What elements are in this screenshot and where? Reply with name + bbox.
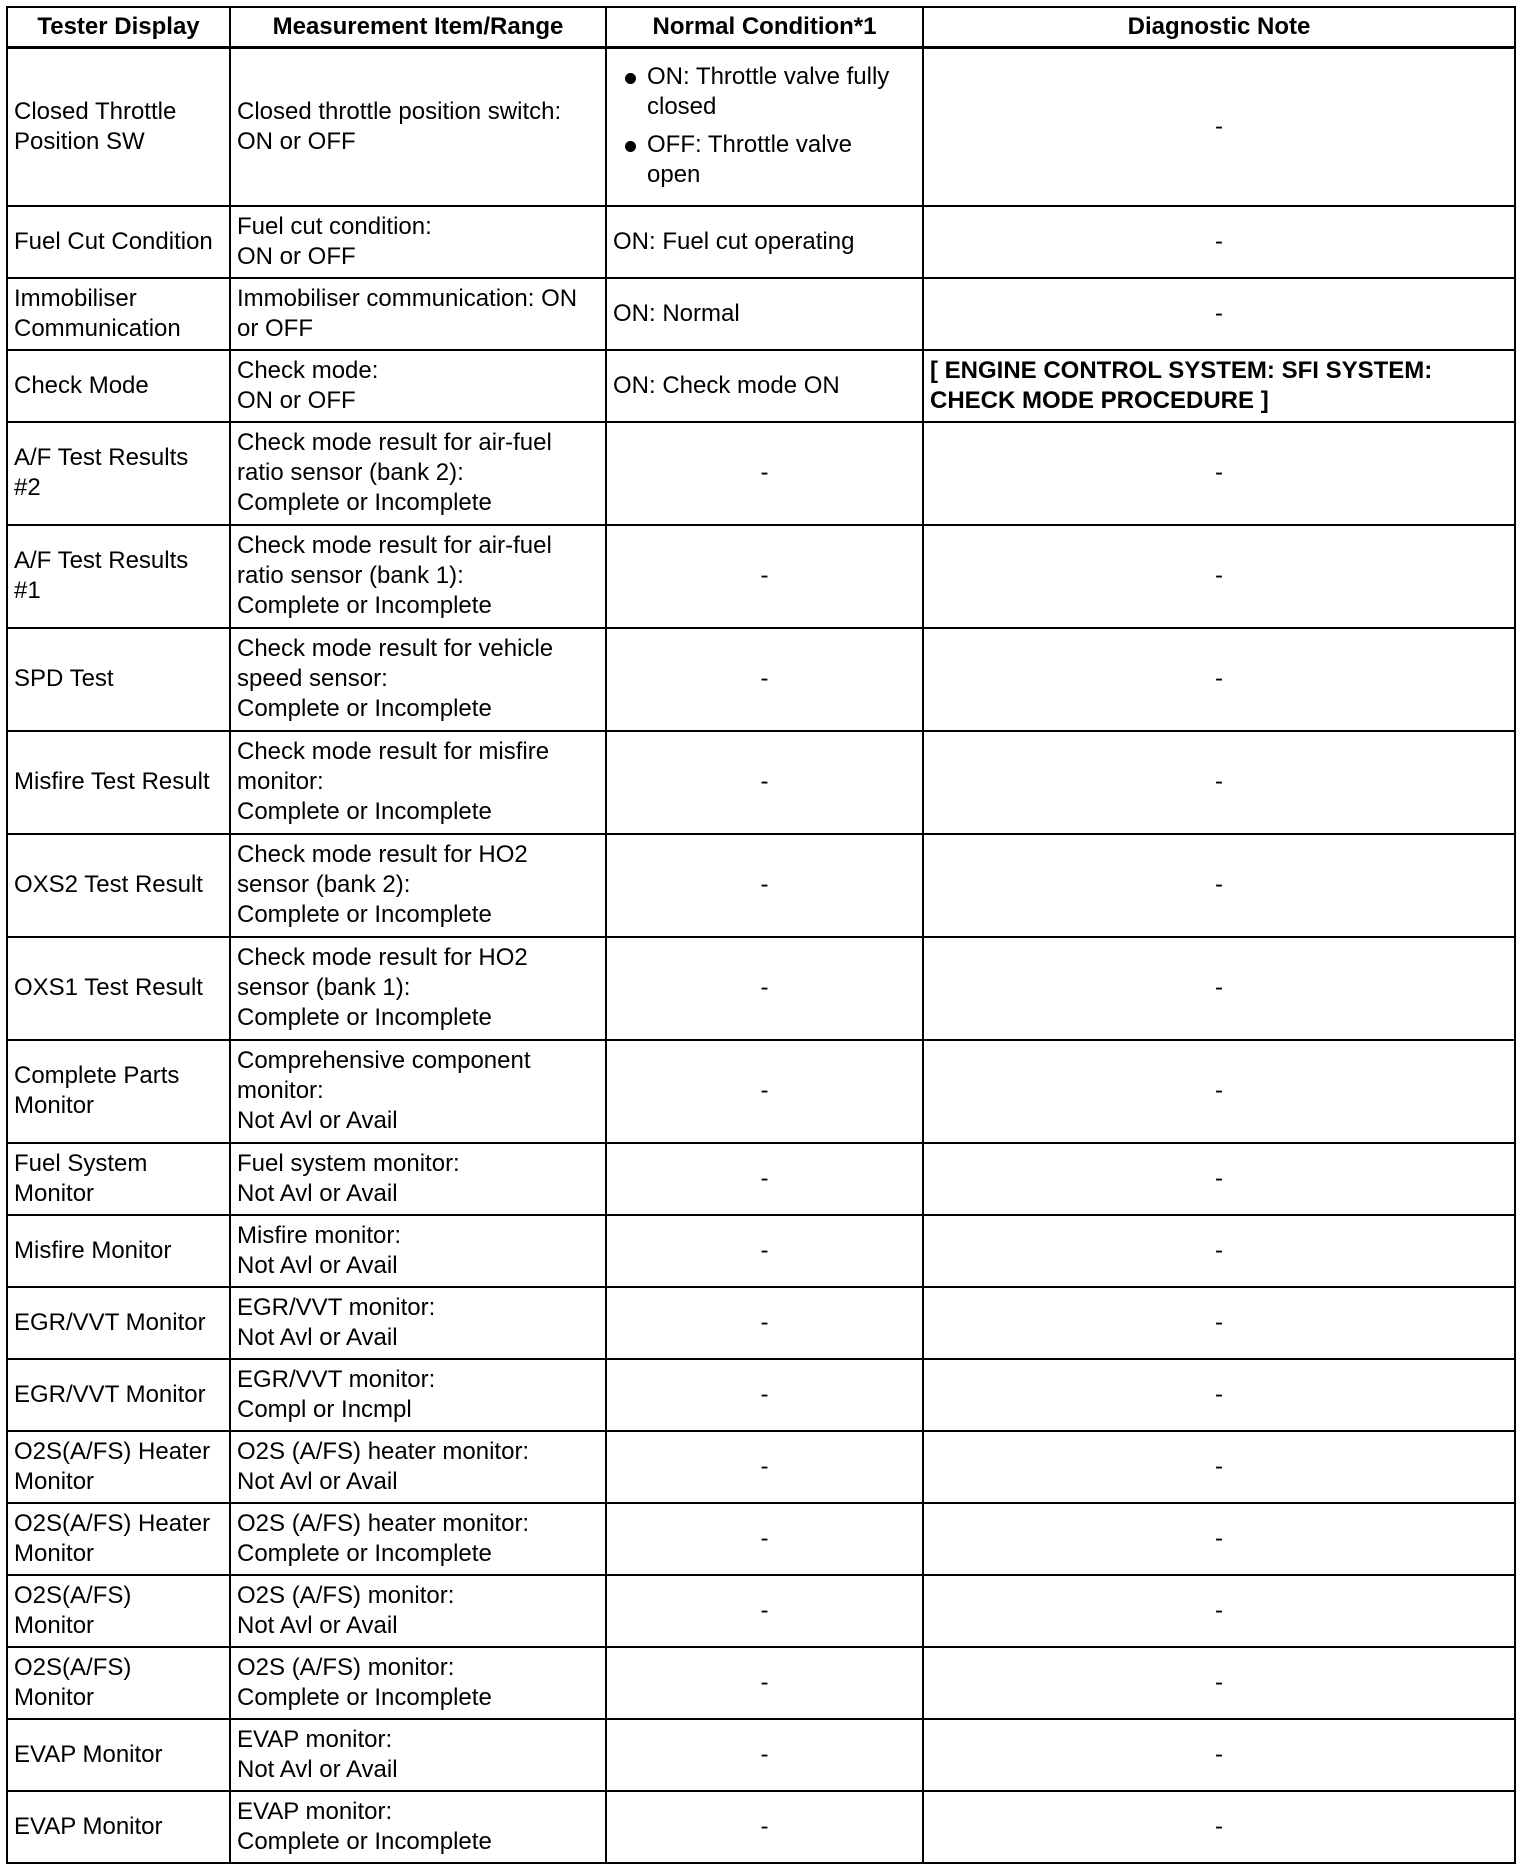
table-row: [7, 834, 1515, 937]
diagnostic-note-cell: -: [923, 206, 1515, 278]
diagnostic-note-cell: -: [923, 1575, 1515, 1647]
measurement-cell: Check mode result for HO2 sensor (bank 2): Complete or Incomplete: [230, 834, 606, 937]
measurement-cell: Check mode result for misfire monitor: Complete or Incomplete: [230, 731, 606, 834]
data-list-table-container: [6, 6, 1516, 1864]
table-header-row: [7, 7, 1515, 48]
normal-condition-cell: ON: Check mode ON: [606, 350, 923, 422]
normal-condition-cell: -: [606, 1575, 923, 1647]
measurement-cell: EVAP monitor: Complete or Incomplete: [230, 1791, 606, 1863]
header-normal-condition: Normal Condition*1: [606, 7, 923, 48]
measurement-cell: EGR/VVT monitor: Not Avl or Avail: [230, 1287, 606, 1359]
normal-condition-cell: -: [606, 1143, 923, 1215]
header-measurement-item: Measurement Item/Range: [230, 7, 606, 48]
normal-condition-cell: -: [606, 1040, 923, 1143]
table-row: [7, 1719, 1515, 1791]
normal-condition-cell: -: [606, 422, 923, 525]
normal-condition-cell: -: [606, 731, 923, 834]
diagnostic-note-cell: -: [923, 1719, 1515, 1791]
measurement-cell: Check mode result for vehicle speed sensor: Complete or Incomplete: [230, 628, 606, 731]
measurement-cell: O2S (A/FS) heater monitor: Complete or Incomplete: [230, 1503, 606, 1575]
measurement-cell: O2S (A/FS) monitor: Complete or Incomplete: [230, 1647, 606, 1719]
normal-condition-cell: -: [606, 1287, 923, 1359]
diagnostic-note-cell: -: [923, 628, 1515, 731]
tester-display-cell: A/F Test Results #2: [7, 422, 230, 525]
table-row: [7, 1575, 1515, 1647]
table-row: [7, 206, 1515, 278]
diagnostic-note-cell: -: [923, 1287, 1515, 1359]
diagnostic-note-cell: -: [923, 1431, 1515, 1503]
table-row: [7, 1503, 1515, 1575]
table-row: [7, 48, 1515, 206]
tester-display-cell: A/F Test Results #1: [7, 525, 230, 628]
normal-condition-cell: -: [606, 525, 923, 628]
diagnostic-note-link[interactable]: [ ENGINE CONTROL SYSTEM: SFI SYSTEM: CHECK MODE PROCEDURE ]: [923, 350, 1515, 422]
normal-condition-cell: -: [606, 1647, 923, 1719]
tester-display-cell: Misfire Test Result: [7, 731, 230, 834]
measurement-cell: Immobiliser communication: ON or OFF: [230, 278, 606, 350]
bullet-item: ON: Throttle valve fully closed: [613, 62, 916, 122]
diagnostic-note-cell: -: [923, 422, 1515, 525]
tester-display-cell: O2S(A/FS) Monitor: [7, 1575, 230, 1647]
diagnostic-note-cell: -: [923, 937, 1515, 1040]
normal-condition-cell: -: [606, 1791, 923, 1863]
table-row: [7, 1287, 1515, 1359]
tester-display-cell: Complete Parts Monitor: [7, 1040, 230, 1143]
diagnostic-note-cell: -: [923, 1359, 1515, 1431]
table-row: [7, 1040, 1515, 1143]
normal-condition-cell: -: [606, 1719, 923, 1791]
measurement-cell: O2S (A/FS) monitor: Not Avl or Avail: [230, 1575, 606, 1647]
measurement-cell: Check mode result for air-fuel ratio sensor (bank 2): Complete or Incomplete: [230, 422, 606, 525]
normal-condition-cell: -: [606, 1503, 923, 1575]
tester-display-cell: Immobiliser Communication: [7, 278, 230, 350]
table-row: [7, 1359, 1515, 1431]
table-row: [7, 1215, 1515, 1287]
tester-display-cell: EGR/VVT Monitor: [7, 1287, 230, 1359]
tester-display-cell: EVAP Monitor: [7, 1719, 230, 1791]
diagnostic-note-cell: -: [923, 1040, 1515, 1143]
tester-display-cell: EVAP Monitor: [7, 1791, 230, 1863]
tester-display-cell: O2S(A/FS) Monitor: [7, 1647, 230, 1719]
measurement-cell: Check mode: ON or OFF: [230, 350, 606, 422]
tester-display-cell: Fuel Cut Condition: [7, 206, 230, 278]
table-row: [7, 350, 1515, 422]
table-row: [7, 422, 1515, 525]
tester-display-cell: Fuel System Monitor: [7, 1143, 230, 1215]
normal-condition-cell: ON: Fuel cut operating: [606, 206, 923, 278]
tester-display-cell: EGR/VVT Monitor: [7, 1359, 230, 1431]
measurement-cell: Fuel system monitor: Not Avl or Avail: [230, 1143, 606, 1215]
table-row: [7, 731, 1515, 834]
normal-condition-bullet-list: [613, 62, 916, 190]
measurement-cell: EVAP monitor: Not Avl or Avail: [230, 1719, 606, 1791]
diagnostic-note-cell: -: [923, 1791, 1515, 1863]
header-diagnostic-note: Diagnostic Note: [923, 7, 1515, 48]
measurement-cell: Misfire monitor: Not Avl or Avail: [230, 1215, 606, 1287]
tester-display-cell: Check Mode: [7, 350, 230, 422]
bullet-item: OFF: Throttle valve open: [613, 130, 916, 190]
normal-condition-cell: -: [606, 1215, 923, 1287]
normal-condition-cell: -: [606, 834, 923, 937]
diagnostic-note-cell: -: [923, 1143, 1515, 1215]
table-row: [7, 1431, 1515, 1503]
normal-condition-cell: -: [606, 1431, 923, 1503]
diagnostic-note-cell: -: [923, 1647, 1515, 1719]
tester-display-cell: OXS1 Test Result: [7, 937, 230, 1040]
table-row: [7, 278, 1515, 350]
table-row: [7, 1143, 1515, 1215]
measurement-cell: Check mode result for air-fuel ratio sensor (bank 1): Complete or Incomplete: [230, 525, 606, 628]
data-list-table: [6, 6, 1516, 1864]
normal-condition-cell: -: [606, 1359, 923, 1431]
diagnostic-note-cell: -: [923, 834, 1515, 937]
measurement-cell: Comprehensive component monitor: Not Avl or Avail: [230, 1040, 606, 1143]
measurement-cell: EGR/VVT monitor: Compl or Incmpl: [230, 1359, 606, 1431]
diagnostic-note-cell: -: [923, 48, 1515, 206]
diagnostic-note-cell: -: [923, 278, 1515, 350]
diagnostic-note-cell: -: [923, 731, 1515, 834]
tester-display-cell: O2S(A/FS) Heater Monitor: [7, 1431, 230, 1503]
tester-display-cell: SPD Test: [7, 628, 230, 731]
tester-display-cell: Closed Throttle Position SW: [7, 48, 230, 206]
tester-display-cell: O2S(A/FS) Heater Monitor: [7, 1503, 230, 1575]
table-row: [7, 525, 1515, 628]
diagnostic-note-cell: -: [923, 1215, 1515, 1287]
tester-display-cell: Misfire Monitor: [7, 1215, 230, 1287]
normal-condition-cell: [606, 48, 923, 206]
measurement-cell: Fuel cut condition: ON or OFF: [230, 206, 606, 278]
normal-condition-cell: -: [606, 628, 923, 731]
diagnostic-note-cell: -: [923, 1503, 1515, 1575]
table-row: [7, 1647, 1515, 1719]
table-row: [7, 628, 1515, 731]
table-row: [7, 937, 1515, 1040]
normal-condition-cell: -: [606, 937, 923, 1040]
table-row: [7, 1791, 1515, 1863]
normal-condition-cell: ON: Normal: [606, 278, 923, 350]
measurement-cell: Closed throttle position switch: ON or OFF: [230, 48, 606, 206]
measurement-cell: Check mode result for HO2 sensor (bank 1): Complete or Incomplete: [230, 937, 606, 1040]
measurement-cell: O2S (A/FS) heater monitor: Not Avl or Avail: [230, 1431, 606, 1503]
diagnostic-note-cell: -: [923, 525, 1515, 628]
tester-display-cell: OXS2 Test Result: [7, 834, 230, 937]
header-tester-display: Tester Display: [7, 7, 230, 48]
